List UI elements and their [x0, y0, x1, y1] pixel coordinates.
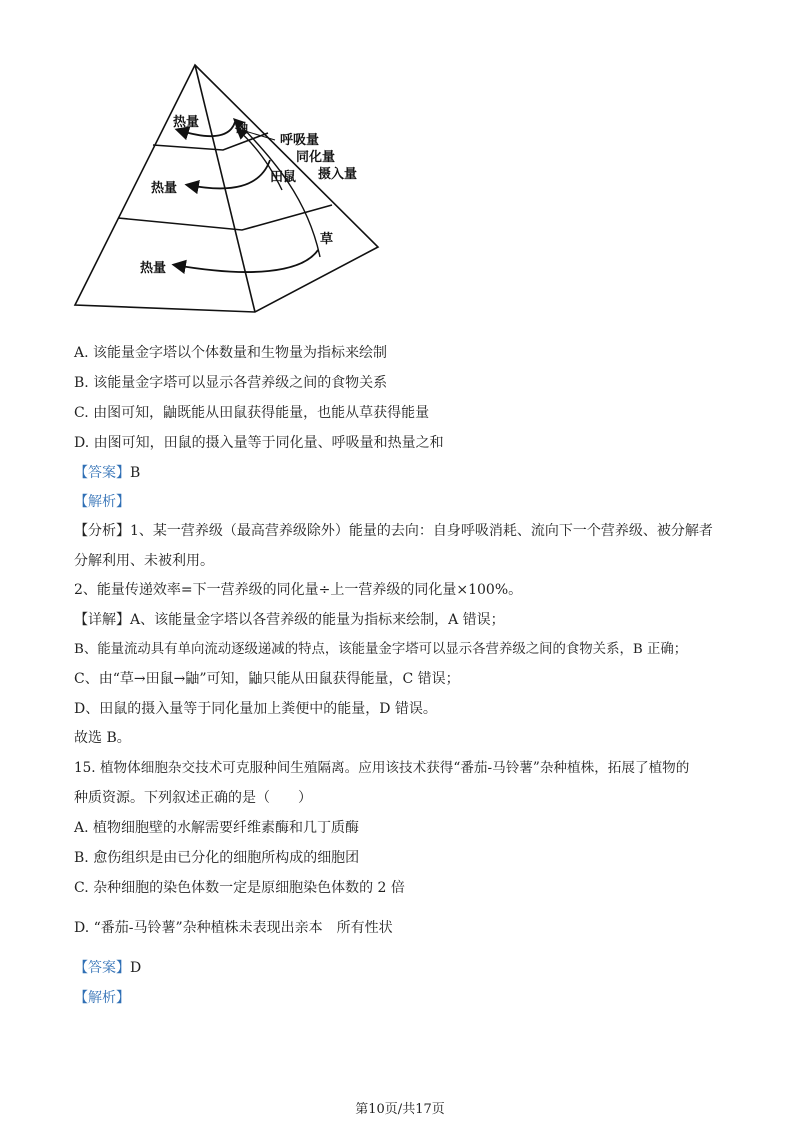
vole-label: 田鼠 — [270, 170, 297, 185]
weasel-label: 鼬 — [236, 121, 249, 135]
answer-value: D — [130, 960, 142, 976]
energy-pyramid-figure — [70, 60, 390, 315]
respiration-label: 呼吸量 — [280, 133, 320, 148]
q14-fenxi-line-3: 2、能量传递效率=下一营养级的同化量÷上一营养级的同化量×100%。 — [74, 582, 523, 598]
q14-analysis-tag: 【解析】 — [74, 494, 130, 510]
q14-answer — [74, 463, 140, 483]
q14-xiangjie-line-3: C、由“草→田鼠→鼬”可知，鼬只能从田鼠获得能量，C 错误； — [74, 671, 460, 687]
answer-tag: 【答案】 — [74, 465, 130, 481]
answer-value: B — [130, 465, 141, 481]
fenxi-text-1: 1、某一营养级（最高营养级除外）能量的去向：自身呼吸消耗、流向下一个营养级、被分解者 — [130, 523, 713, 539]
q14-fenxi-line-1 — [74, 521, 713, 541]
page-number: 第10页/共17页 — [355, 1102, 445, 1117]
q15-option-c: C. 杂种细胞的染色体数一定是原细胞染色体数的 2 倍 — [74, 880, 405, 896]
q15-stem-line-1: 15. 植物体细胞杂交技术可克服种间生殖隔离。应用该技术获得“番茄-马铃薯”杂种植株，拓展了植物的 — [74, 760, 690, 776]
q14-xiangjie-line-1 — [74, 610, 505, 630]
q15-option-d: D. “番茄-马铃薯”杂种植株未表现出亲本 所有性状 — [74, 920, 393, 936]
q15-analysis-tag: 【解析】 — [74, 990, 130, 1006]
xiangjie-text-1: A、该能量金字塔以各营养级的能量为指标来绘制，A 错误； — [130, 612, 505, 628]
xiangjie-tag: 【详解】 — [74, 612, 130, 628]
q14-conclusion: 故选 B。 — [74, 730, 131, 746]
q14-xiangjie-line-2: B、能量流动具有单向流动逐级递减的特点，该能量金字塔可以显示各营养级之间的食物关系，B 正确； — [74, 642, 688, 657]
intake-label: 摄入量 — [318, 167, 358, 182]
heat-label-bottom: 热量 — [140, 261, 167, 276]
q14-option-b: B. 该能量金字塔可以显示各营养级之间的食物关系 — [74, 375, 388, 391]
q14-fenxi-line-2: 分解利用、未被利用。 — [74, 553, 214, 569]
heat-label-mid: 热量 — [151, 181, 178, 196]
assimilation-label: 同化量 — [296, 150, 336, 165]
q14-option-a: A. 该能量金字塔以个体数量和生物量为指标来绘制 — [74, 345, 388, 361]
grass-label: 草 — [320, 232, 334, 247]
answer-tag: 【答案】 — [74, 960, 130, 976]
fenxi-tag: 【分析】 — [74, 523, 130, 539]
q15-option-a: A. 植物细胞壁的水解需要纤维素酶和几丁质酶 — [74, 820, 360, 836]
q14-option-c: C. 由图可知，鼬既能从田鼠获得能量，也能从草获得能量 — [74, 405, 430, 421]
heat-label-top: 热量 — [173, 115, 200, 130]
q15-answer — [74, 958, 141, 978]
q14-option-d: D. 由图可知，田鼠的摄入量等于同化量、呼吸量和热量之和 — [74, 435, 444, 451]
q14-xiangjie-line-4: D、田鼠的摄入量等于同化量加上粪便中的能量，D 错误。 — [74, 701, 437, 717]
q15-stem-line-2: 种质资源。下列叙述正确的是（ ） — [74, 790, 312, 806]
q15-option-b: B. 愈伤组织是由已分化的细胞所构成的细胞团 — [74, 850, 360, 866]
